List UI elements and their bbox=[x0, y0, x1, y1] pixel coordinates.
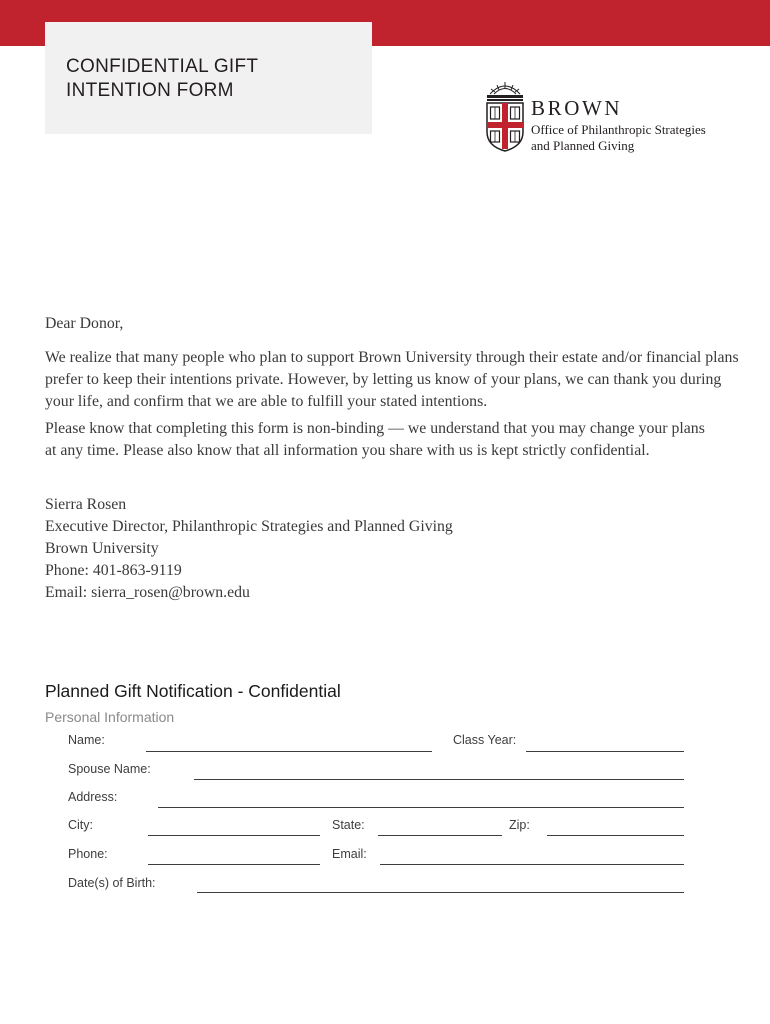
office-name-line1: Office of Philanthropic Strategies bbox=[531, 122, 706, 137]
brown-logo bbox=[484, 80, 724, 156]
form-heading-line1: CONFIDENTIAL GIFT bbox=[66, 56, 259, 77]
office-name bbox=[531, 122, 706, 154]
signatory-email: Email: sierra_rosen@brown.edu bbox=[45, 584, 250, 601]
city-field[interactable] bbox=[148, 835, 320, 836]
signatory-name: Sierra Rosen bbox=[45, 496, 127, 513]
letter-paragraph-2: Please know that completing this form is non-binding — we understand that you may change your plans at any time. Please also know that all information you share with us is kept strictly confidential. bbox=[45, 420, 705, 459]
class-year-field[interactable] bbox=[526, 751, 684, 752]
signatory-title: Executive Director, Philanthropic Strategies and Planned Giving bbox=[45, 518, 453, 535]
email-label: Email: bbox=[332, 847, 367, 861]
form-title-box bbox=[45, 22, 372, 134]
signatory-phone: Phone: 401-863-9119 bbox=[45, 562, 182, 579]
address-label: Address: bbox=[68, 790, 118, 804]
form-section-title: Planned Gift Notification - Confidential bbox=[45, 681, 341, 701]
brown-shield-icon bbox=[484, 80, 526, 152]
phone-label: Phone: bbox=[68, 847, 108, 861]
state-field[interactable] bbox=[378, 835, 502, 836]
form-section-subtitle: Personal Information bbox=[45, 709, 175, 725]
name-label: Name: bbox=[68, 733, 105, 747]
spouse-name-field[interactable] bbox=[194, 779, 684, 780]
name-field[interactable] bbox=[146, 751, 432, 752]
zip-label: Zip: bbox=[509, 818, 530, 832]
letter-paragraph-1: We realize that many people who plan to support Brown University through their estate and/or financial plans prefer to keep their intentions private. However, by letting us know of your plans, we can thank you during your life, and confirm that we are able to fulfill your stated intentions. bbox=[45, 349, 739, 410]
spouse-name-label: Spouse Name: bbox=[68, 762, 151, 776]
letter-signature bbox=[45, 494, 453, 604]
form-heading bbox=[66, 55, 258, 103]
state-label: State: bbox=[332, 818, 365, 832]
dob-label: Date(s) of Birth: bbox=[68, 876, 156, 890]
phone-field[interactable] bbox=[148, 864, 320, 865]
signatory-org: Brown University bbox=[45, 540, 159, 557]
class-year-label: Class Year: bbox=[453, 733, 517, 747]
dob-field[interactable] bbox=[197, 892, 684, 893]
address-field[interactable] bbox=[158, 807, 684, 808]
city-label: City: bbox=[68, 818, 93, 832]
letter-greeting: Dear Donor, bbox=[45, 315, 124, 332]
form-heading-line2: INTENTION FORM bbox=[66, 80, 234, 101]
brown-wordmark: BROWN bbox=[531, 96, 623, 120]
office-name-line2: and Planned Giving bbox=[531, 138, 635, 153]
zip-field[interactable] bbox=[547, 835, 684, 836]
email-field[interactable] bbox=[380, 864, 684, 865]
